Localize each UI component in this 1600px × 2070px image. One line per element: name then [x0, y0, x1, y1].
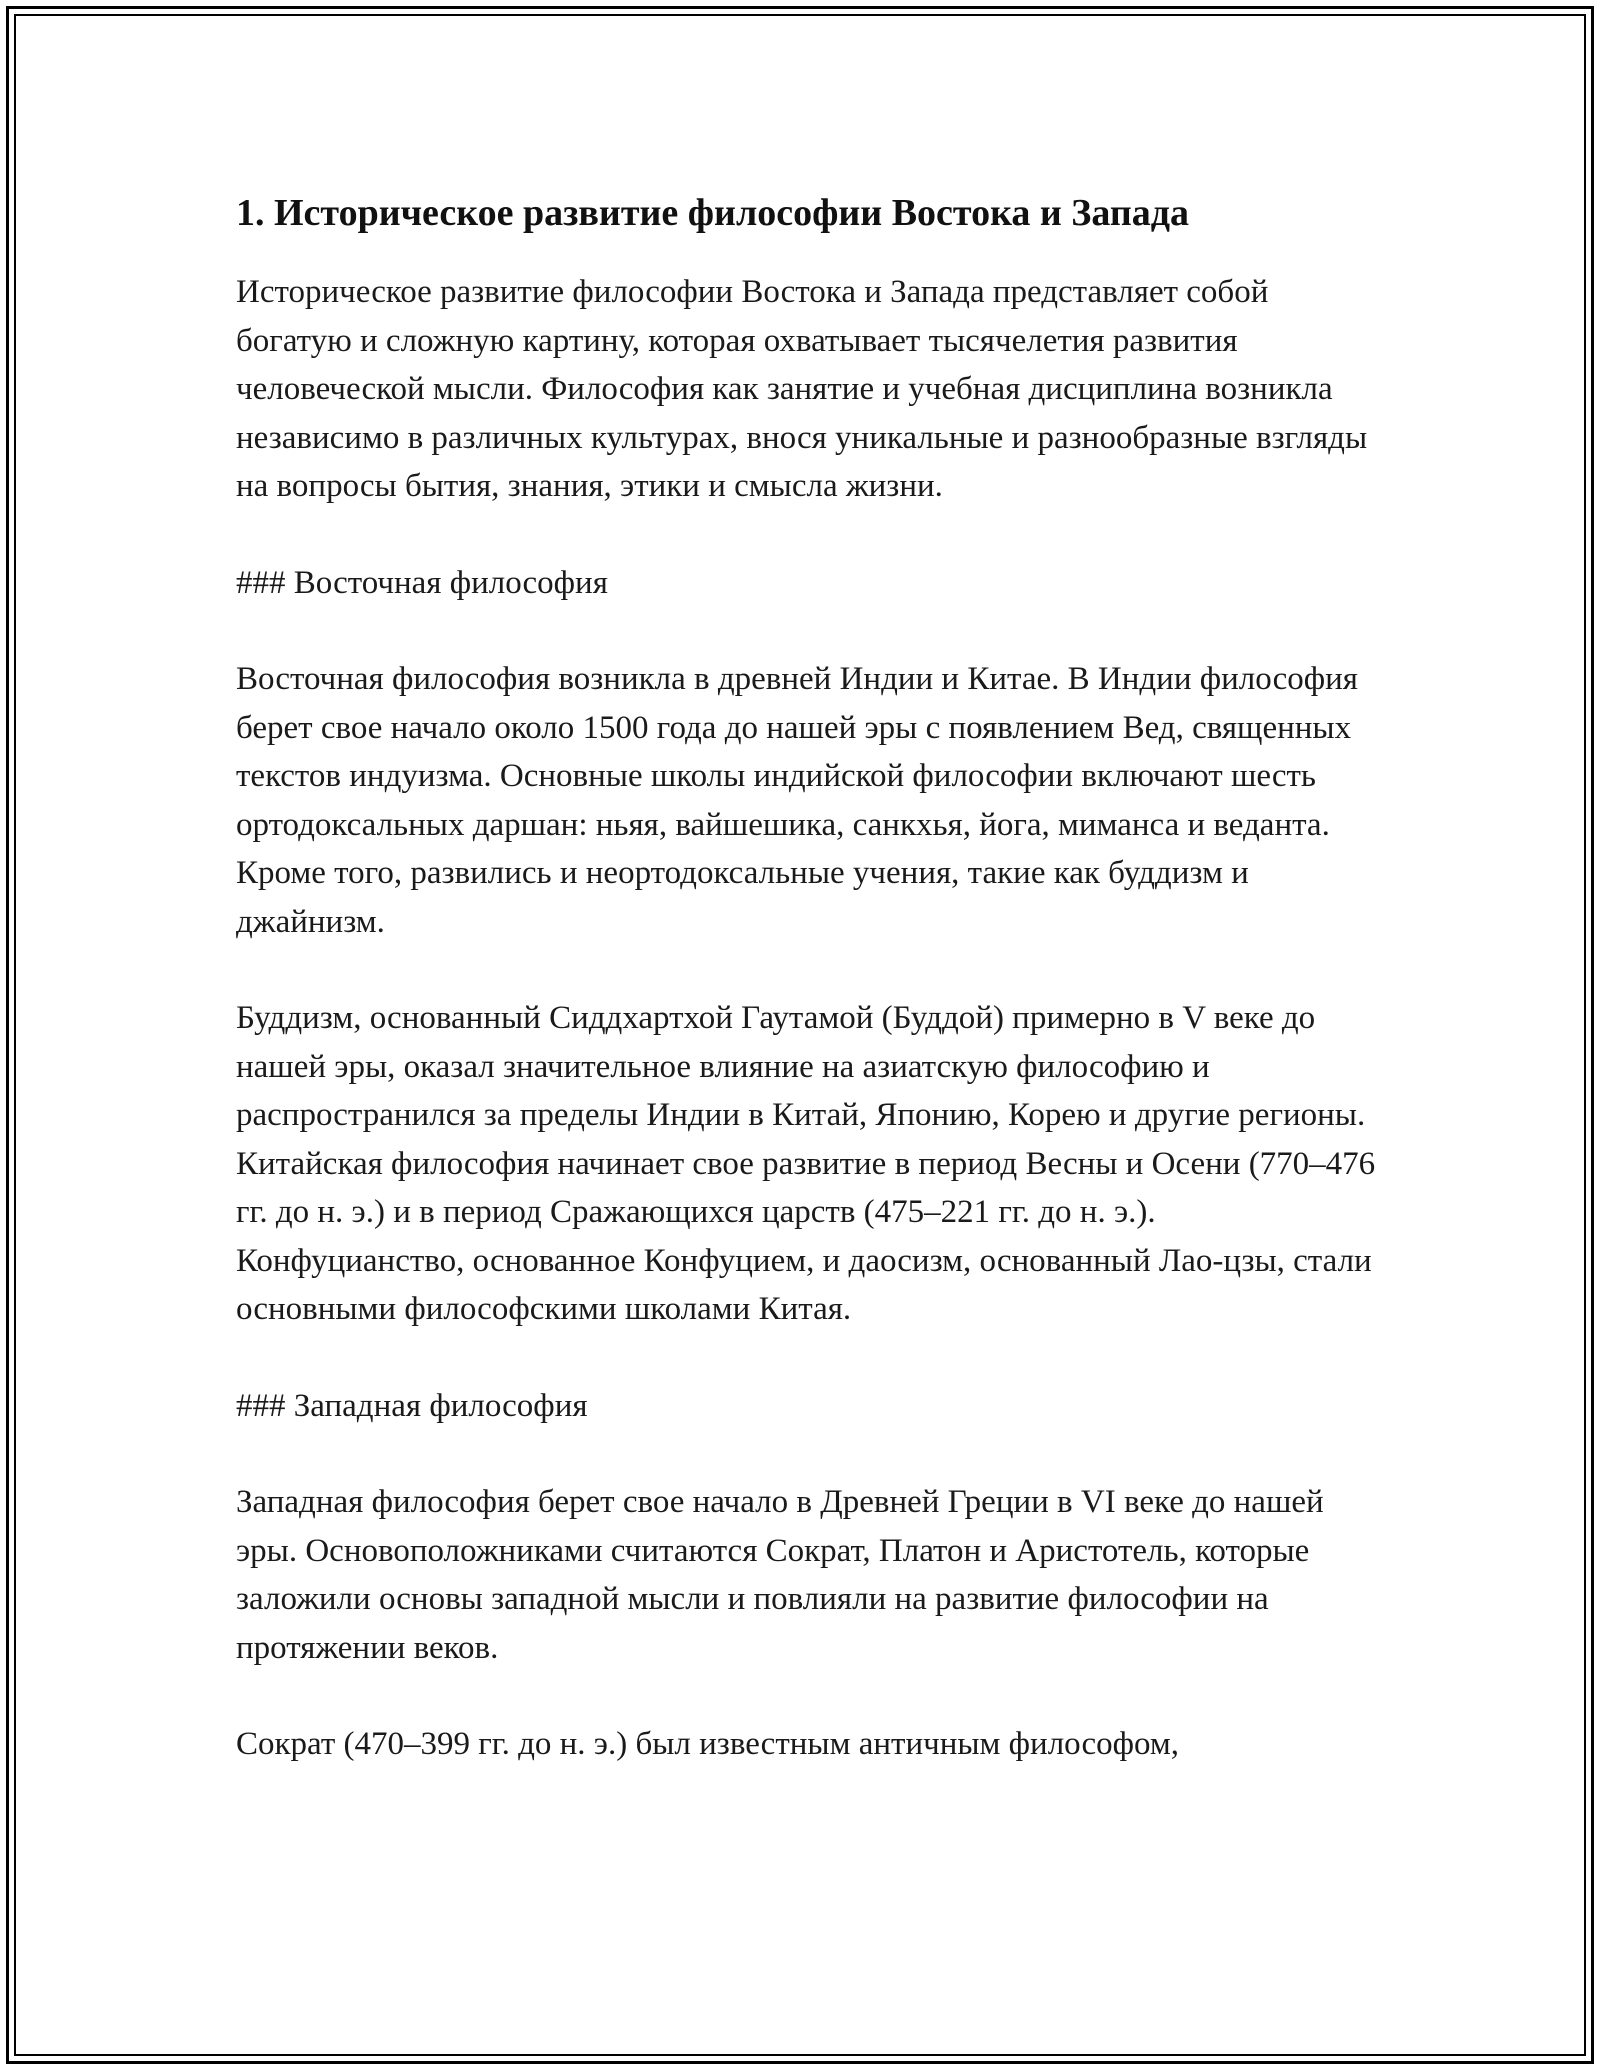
socrates-paragraph: Сократ (470–399 гг. до н. э.) был известным античным философом, [236, 1726, 1180, 1762]
eastern-philosophy-paragraph: Восточная философия возникла в древней Индии и Китае. В Индии философия берет свое начало около 1500 года до нашей эры с появлением Вед, священных текстов индуизма. Основные школы индийской философии включают шесть ортодоксальных даршан: ньяя, вайшешика, санкхья, йога, миманса и веданта. Кроме того, развились и неортодоксальные учения, такие как буддизм и джайнизм. [236, 661, 1358, 940]
eastern-philosophy-subheading: ### Восточная философия [236, 564, 608, 601]
document-title: 1. Историческое развитие философии Востока и Запада [236, 192, 1189, 234]
intro-paragraph: Историческое развитие философии Востока и Запада представляет собой богатую и сложную картину, которая охватывает тысячелетия развития человеческой мысли. Философия как занятие и учебная дисциплина возникла независимо в различных культурах, внося уникальные и разнообразные взгляды на вопросы бытия, знания, этики и смысла жизни. [236, 274, 1368, 504]
western-philosophy-paragraph: Западная философия берет свое начало в Древней Греции в VI веке до нашей эры. Основоположниками считаются Сократ, Платон и Аристотель, которые заложили основы западной мысли и повлияли на развитие философии на протяжении веков. [236, 1484, 1324, 1666]
document-body [236, 186, 1376, 1817]
buddhism-china-paragraph: Буддизм, основанный Сиддхартхой Гаутамой (Буддой) примерно в V веке до нашей эры, оказал значительное влияние на азиатскую философию и распространился за пределы Индии в Китай, Японию, Корею и другие регионы. Китайская философия начинает свое развитие в период Весны и Осени (770–476 гг. до н. э.) и в период Сражающихся царств (475–221 гг. до н. э.). Конфуцианство, основанное Конфуцием, и даосизм, основанный Лао-цзы, стали основными философскими школами Китая. [236, 1000, 1376, 1327]
western-philosophy-subheading: ### Западная философия [236, 1387, 588, 1424]
